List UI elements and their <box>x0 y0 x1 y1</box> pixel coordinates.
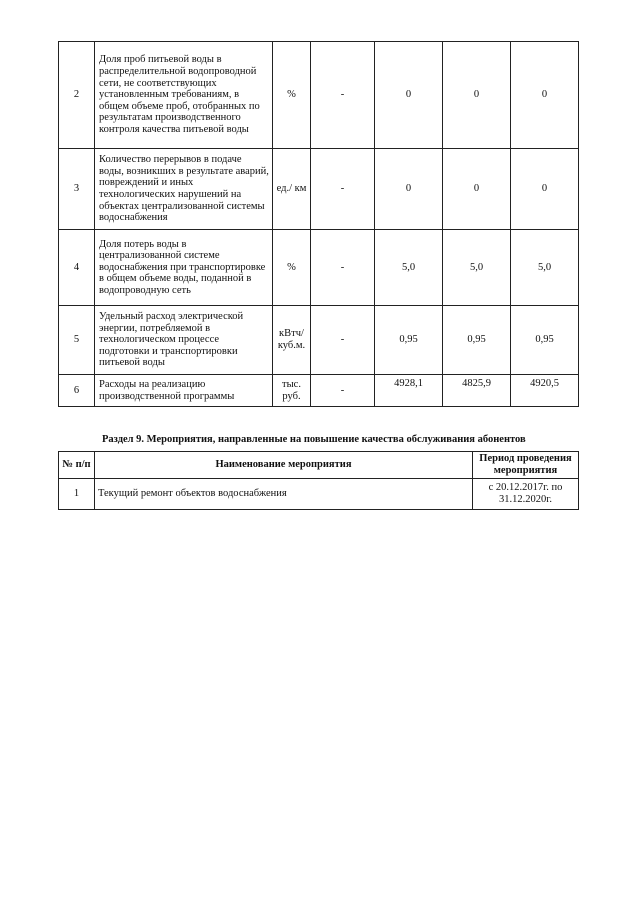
indicator-name: Доля потерь воды в централизованной системе водоснабжения при транспортировке в общем объеме воды, поданной в водопроводную сеть <box>95 230 273 306</box>
indicator-name: Количество перерывов в подаче воды, возникших в результате аварий, повреждений и иных технологических нарушений на объектах централизованной системы водоснабжения <box>95 149 273 230</box>
indicator-name: Расходы на реализацию производственной программы <box>95 375 273 407</box>
value-cell: 0 <box>443 149 511 230</box>
value-cell: 5,0 <box>511 230 579 306</box>
table-row <box>59 306 579 375</box>
table-row <box>59 479 579 510</box>
value-cell: 0 <box>511 149 579 230</box>
unit-cell: тыс. руб. <box>273 375 311 407</box>
value-cell: 0 <box>443 42 511 149</box>
row-number: 3 <box>59 149 95 230</box>
unit-cell: ед./ км <box>273 149 311 230</box>
table-header-row <box>59 452 579 479</box>
value-cell: 4825,9 <box>443 375 511 407</box>
measure-period: с 20.12.2017г. по 31.12.2020г. <box>473 479 579 510</box>
value-cell: 0 <box>375 149 443 230</box>
unit-cell: % <box>273 42 311 149</box>
value-cell: 5,0 <box>375 230 443 306</box>
value-cell: 0,95 <box>511 306 579 375</box>
header-name: Наименование мероприятия <box>95 452 473 479</box>
header-num: № п/п <box>59 452 95 479</box>
row-number: 1 <box>59 479 95 510</box>
value-cell: - <box>311 375 375 407</box>
row-number: 4 <box>59 230 95 306</box>
section-title: Раздел 9. Мероприятия, направленные на повышение качества обслуживания абонентов <box>102 434 526 445</box>
value-cell: 4920,5 <box>511 375 579 407</box>
table-row <box>59 230 579 306</box>
unit-cell: % <box>273 230 311 306</box>
value-cell: 4928,1 <box>375 375 443 407</box>
value-cell: 0 <box>511 42 579 149</box>
table-row <box>59 375 579 407</box>
value-cell: - <box>311 149 375 230</box>
row-number: 5 <box>59 306 95 375</box>
value-cell: 0 <box>375 42 443 149</box>
measures-table <box>58 451 579 510</box>
indicators-table <box>58 41 579 407</box>
unit-cell: кВтч/ куб.м. <box>273 306 311 375</box>
value-cell: - <box>311 230 375 306</box>
row-number: 6 <box>59 375 95 407</box>
value-cell: 0,95 <box>375 306 443 375</box>
table-row <box>59 149 579 230</box>
value-cell: - <box>311 306 375 375</box>
value-cell: 5,0 <box>443 230 511 306</box>
indicator-name: Доля проб питьевой воды в распределительной водопроводной сети, не соответствующих установленным требованиям, в общем объеме проб, отобранных по результатам производственного контроля качества питьевой воды <box>95 42 273 149</box>
value-cell: 0,95 <box>443 306 511 375</box>
table-row <box>59 42 579 149</box>
indicator-name: Удельный расход электрической энергии, потребляемой в технологическом процессе подготовки и транспортировки питьевой воды <box>95 306 273 375</box>
measure-name: Текущий ремонт объектов водоснабжения <box>95 479 473 510</box>
row-number: 2 <box>59 42 95 149</box>
header-period: Период проведения мероприятия <box>473 452 579 479</box>
value-cell: - <box>311 42 375 149</box>
